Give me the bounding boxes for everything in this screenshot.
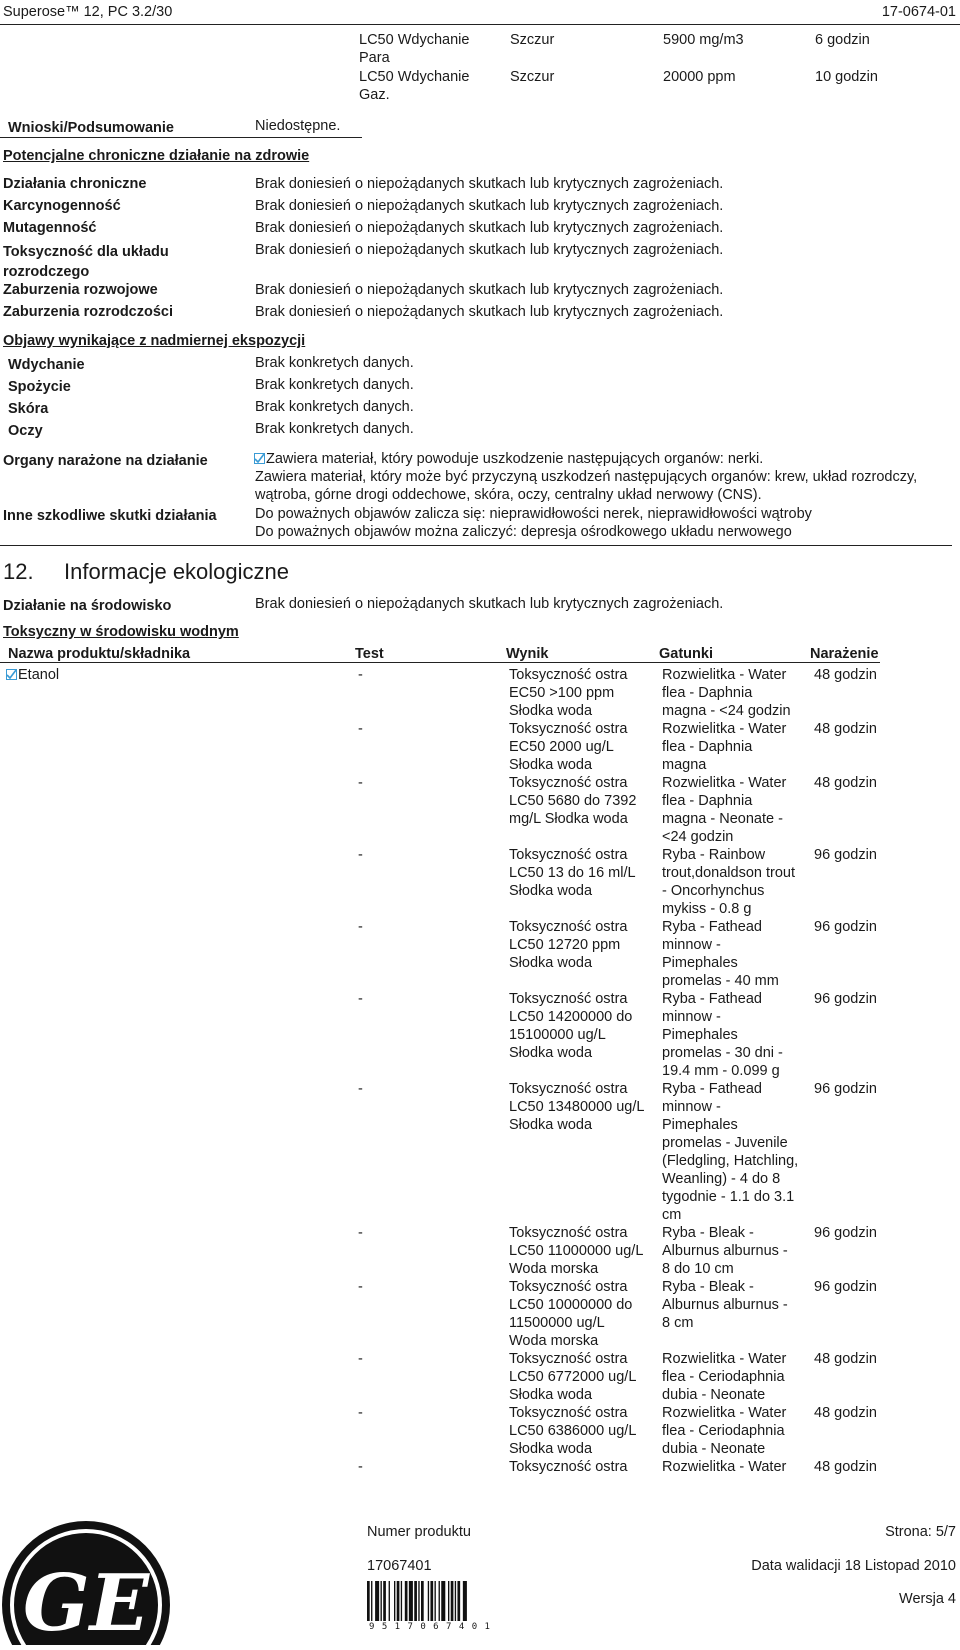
barcode-bar (455, 1581, 456, 1621)
chronic-label-6: Zaburzenia rozrodczości (3, 304, 174, 320)
row-test: - (358, 721, 363, 737)
target-organs-line1: Zawiera materiał, który powoduje uszkodzenie następujących organów: nerki. (266, 451, 764, 467)
acute-species-2: Szczur (510, 69, 555, 85)
chronic-value-1: Brak doniesień o niepożądanych skutkach lub krytycznych zagrożeniach. (255, 176, 724, 192)
chronic-label-1: Działania chroniczne (3, 176, 147, 192)
barcode-bar (397, 1581, 400, 1621)
row-test: - (358, 1459, 363, 1475)
exposure-heading: Objawy wynikające z nadmiernej ekspozycji (3, 333, 306, 349)
barcode-bar (371, 1581, 372, 1621)
barcode-bar (439, 1581, 440, 1621)
target-organs-line2: Zawiera materiał, który może być przyczyną uszkodzeń następujących organów: krew, układ rozrodczy, wątroba, górne drogi oddechowe, skóra, oczy, centralny układ nerwowy (CNS). (255, 469, 918, 503)
barcode-digits: 9 5 1 7 0 6 7 4 0 1 (369, 1622, 491, 1632)
header-product: Superose™ 12, PC 3.2/30 (3, 4, 173, 20)
barcode-bar (401, 1581, 402, 1621)
exposure-label-3: Skóra (8, 401, 49, 417)
col-species: Gatunki (659, 646, 713, 662)
chronic-label-5: Zaburzenia rozwojowe (3, 282, 158, 298)
header-doc-code: 17-0674-01 (881, 4, 956, 20)
chronic-value-5: Brak doniesień o niepożądanych skutkach lub krytycznych zagrożeniach. (255, 282, 724, 298)
row-test: - (358, 775, 363, 791)
exposure-value-3: Brak konkretych danych. (255, 399, 414, 415)
conclusions-rule (0, 137, 362, 138)
header-rule (0, 24, 960, 25)
barcode-bar (394, 1581, 395, 1621)
product-number: 17067401 (367, 1558, 432, 1574)
barcode-bar (389, 1581, 390, 1621)
barcode (367, 1581, 499, 1621)
row-species: Ryba - Bleak - Alburnus alburnus - 8 do 10 cm (662, 1225, 788, 1277)
row-result: Toksyczność ostra LC50 6772000 ug/L Słodka woda (509, 1351, 637, 1403)
chronic-heading: Potencjalne chroniczne działanie na zdrowie (3, 148, 310, 164)
acute-route-2: LC50 Wdychanie Gaz. (359, 69, 470, 103)
barcode-bar (414, 1581, 417, 1621)
row-species: Ryba - Fathead minnow - Pimephales promelas - 40 mm (662, 919, 779, 989)
env-effect-label: Działanie na środowisko (3, 598, 172, 614)
exposure-label-1: Wdychanie (8, 357, 85, 373)
row-result: Toksyczność ostra LC50 6386000 ug/L Słodka woda (509, 1405, 637, 1457)
validation-date: Data walidacji 18 Listopad 2010 (751, 1558, 956, 1574)
row-result: Toksyczność ostra LC50 13480000 ug/L Słodka woda (509, 1081, 645, 1133)
exposure-label-2: Spożycie (8, 379, 71, 395)
row-species: Ryba - Bleak - Alburnus alburnus - 8 cm (662, 1279, 788, 1331)
ge-logo-text: GE (22, 1558, 150, 1645)
barcode-bar (451, 1581, 454, 1621)
barcode-bar (457, 1581, 460, 1621)
row-species: Ryba - Fathead minnow - Pimephales promelas - Juvenile (Fledgling, Hatchling, Weanling) - 4 do 8 tygodnie - 1.1 do 3.1 cm (662, 1081, 799, 1223)
chronic-label-3: Mutagenność (3, 220, 97, 236)
product-name: Etanol (18, 667, 60, 683)
row-test: - (358, 1225, 363, 1241)
aquatic-header-rule (0, 662, 880, 663)
row-test: - (358, 991, 363, 1007)
barcode-bar (463, 1581, 467, 1621)
section-title: Informacje ekologiczne (64, 559, 290, 584)
row-exposure: 48 godzin (814, 1351, 877, 1367)
barcode-bar (421, 1581, 424, 1621)
row-species: Rozwielitka - Water flea - Ceriodaphnia dubia - Neonate (662, 1351, 787, 1403)
row-result: Toksyczność ostra LC50 14200000 do 15100000 ug/L Słodka woda (509, 991, 633, 1061)
row-result: Toksyczność ostra LC50 11000000 ug/L Woda morska (509, 1225, 644, 1277)
barcode-bar (448, 1581, 449, 1621)
row-test: - (358, 847, 363, 863)
chronic-value-6: Brak doniesień o niepożądanych skutkach lub krytycznych zagrożeniach. (255, 304, 724, 320)
row-exposure: 48 godzin (814, 667, 877, 683)
row-test: - (358, 919, 363, 935)
row-result: Toksyczność ostra (509, 1459, 628, 1475)
changed-mark-icon (6, 669, 17, 680)
row-exposure: 96 godzin (814, 847, 877, 863)
product-name-cell (6, 666, 59, 684)
row-result: Toksyczność ostra LC50 13 do 16 ml/L Słodka woda (509, 847, 636, 899)
other-effects-label: Inne szkodliwe skutki działania (3, 508, 217, 524)
barcode-bar (441, 1581, 445, 1621)
barcode-bar (405, 1581, 408, 1621)
barcode-bar (375, 1581, 379, 1621)
row-result: Toksyczność ostra EC50 >100 ppm Słodka woda (509, 667, 628, 719)
row-species: Rozwielitka - Water flea - Daphnia magna (662, 721, 787, 773)
row-test: - (358, 1279, 363, 1295)
conclusions-value: Niedostępne. (255, 118, 341, 134)
acute-route-1: LC50 Wdychanie Para (359, 32, 470, 66)
exposure-value-4: Brak konkretych danych. (255, 421, 414, 437)
aquatic-heading: Toksyczny w środowisku wodnym (3, 624, 239, 640)
col-test: Test (355, 646, 384, 662)
col-exposure: Narażenie (810, 646, 879, 662)
row-species: Ryba - Fathead minnow - Pimephales promelas - 30 dni - 19.4 mm - 0.099 g (662, 991, 783, 1079)
section-number: 12. (3, 559, 34, 584)
target-organs-line1-wrap (254, 450, 954, 468)
exposure-label-4: Oczy (8, 423, 43, 439)
acute-value-2: 20000 ppm (663, 69, 736, 85)
barcode-bar (367, 1581, 370, 1621)
page-number: Strona: 5/7 (885, 1524, 956, 1540)
barcode-bar (381, 1581, 382, 1621)
chronic-value-3: Brak doniesień o niepożądanych skutkach lub krytycznych zagrożeniach. (255, 220, 724, 236)
changed-mark-icon (254, 453, 265, 464)
row-exposure: 48 godzin (814, 1459, 877, 1475)
row-exposure: 96 godzin (814, 1081, 877, 1097)
env-effect-value: Brak doniesień o niepożądanych skutkach lub krytycznych zagrożeniach. (255, 596, 724, 612)
row-exposure: 96 godzin (814, 1279, 877, 1295)
row-species: Rozwielitka - Water flea - Ceriodaphnia dubia - Neonate (662, 1405, 787, 1457)
exposure-value-2: Brak konkretych danych. (255, 377, 414, 393)
col-result: Wynik (506, 646, 549, 662)
acute-time-1: 6 godzin (815, 32, 870, 48)
product-number-label: Numer produktu (367, 1524, 471, 1540)
chronic-label-4: Toksyczność dla układu rozrodczego (3, 244, 169, 280)
row-species: Ryba - Rainbow trout,donaldson trout - Oncorhynchus mykiss - 0.8 g (662, 847, 796, 917)
row-exposure: 48 godzin (814, 775, 877, 791)
barcode-bar (418, 1581, 419, 1621)
barcode-bar (383, 1581, 386, 1621)
acute-species-1: Szczur (510, 32, 555, 48)
acute-value-1: 5900 mg/m3 (663, 32, 744, 48)
row-test: - (358, 667, 363, 683)
row-exposure: 48 godzin (814, 721, 877, 737)
target-organs-label: Organy narażone na działanie (3, 453, 208, 469)
other-effects-line1: Do poważnych objawów zalicza się: nieprawidłowości nerek, nieprawidłowości wątroby (255, 506, 812, 522)
row-test: - (358, 1405, 363, 1421)
row-result: Toksyczność ostra EC50 2000 ug/L Słodka woda (509, 721, 628, 773)
row-species: Rozwielitka - Water (662, 1459, 787, 1475)
acute-time-2: 10 godzin (815, 69, 878, 85)
row-species: Rozwielitka - Water flea - Daphnia magna - <24 godzin (662, 667, 791, 719)
row-exposure: 96 godzin (814, 919, 877, 935)
barcode-bar (409, 1581, 413, 1621)
row-result: Toksyczność ostra LC50 12720 ppm Słodka woda (509, 919, 628, 971)
barcode-bar (430, 1581, 433, 1621)
chronic-label-2: Karcynogenność (3, 198, 121, 214)
row-species: Rozwielitka - Water flea - Daphnia magna - Neonate - <24 godzin (662, 775, 787, 845)
barcode-bar (435, 1581, 436, 1621)
row-result: Toksyczność ostra LC50 5680 do 7392 mg/L Słodka woda (509, 775, 637, 827)
barcode-bar (428, 1581, 429, 1621)
row-result: Toksyczność ostra LC50 10000000 do 11500000 ug/L Woda morska (509, 1279, 633, 1349)
row-test: - (358, 1351, 363, 1367)
section-divider (0, 545, 952, 546)
row-exposure: 96 godzin (814, 1225, 877, 1241)
version: Wersja 4 (899, 1591, 956, 1607)
ge-logo (0, 1500, 200, 1645)
row-exposure: 96 godzin (814, 991, 877, 1007)
other-effects-line2: Do poważnych objawów można zaliczyć: depresja ośrodkowego układu nerwowego (255, 524, 792, 540)
row-test: - (358, 1081, 363, 1097)
exposure-value-1: Brak konkretych danych. (255, 355, 414, 371)
col-product: Nazwa produktu/składnika (8, 646, 191, 662)
chronic-value-4: Brak doniesień o niepożądanych skutkach lub krytycznych zagrożeniach. (255, 242, 724, 258)
chronic-value-2: Brak doniesień o niepożądanych skutkach lub krytycznych zagrożeniach. (255, 198, 724, 214)
conclusions-label: Wnioski/Podsumowanie (8, 120, 174, 136)
row-exposure: 48 godzin (814, 1405, 877, 1421)
